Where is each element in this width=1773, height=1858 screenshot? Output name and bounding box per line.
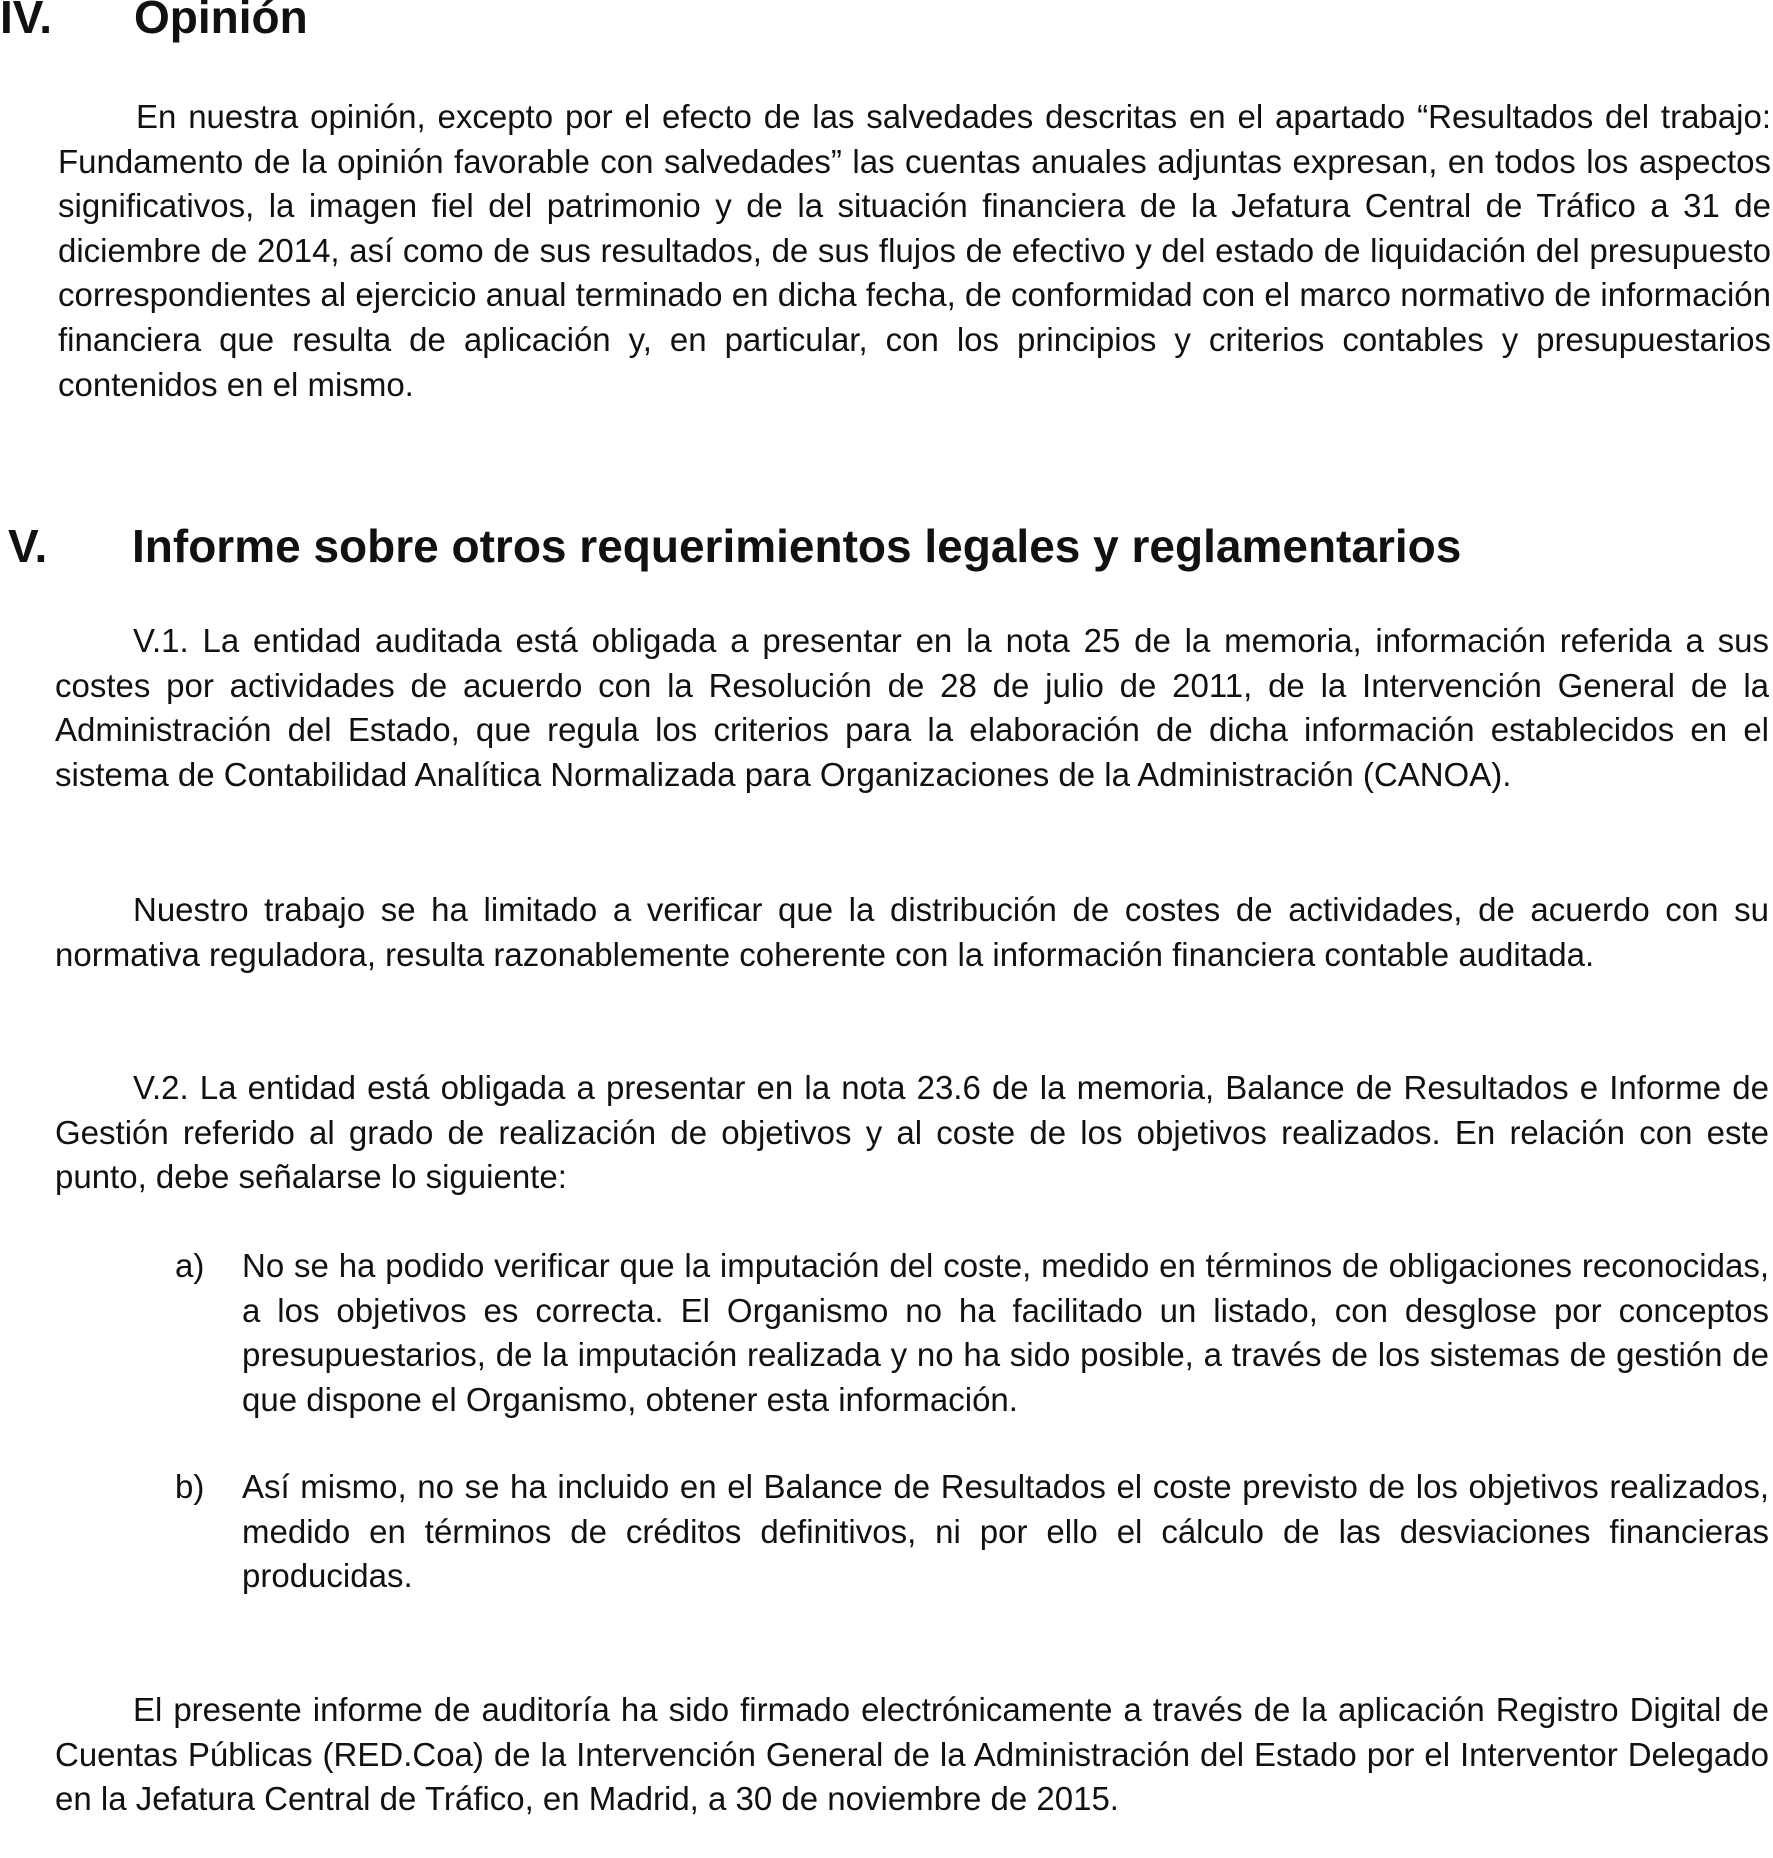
v1-work-paragraph: Nuestro trabajo se ha limitado a verificar que la distribución de costes de actividades, de acuerdo con su normativa reguladora, resulta razonablemente coherente con la información financiera contable auditada. (55, 891, 1769, 973)
section-title: Informe sobre otros requerimientos legales y reglamentarios (132, 520, 1462, 572)
v2-paragraph: V.2. La entidad está obligada a presentar en la nota 23.6 de la memoria, Balance de Resultados e Informe de Gestión referido al grado de realización de objetivos y al coste de los objetivos realizados. En relación con este punto, debe señalarse lo siguiente: (55, 1069, 1769, 1196)
opinion-paragraph: En nuestra opinión, excepto por el efecto de las salvedades descritas en el apartado “Resultados del trabajo: Fundamento de la opinión favorable con salvedades” las cuentas anuales adjuntas expresan, en todos los aspectos significativos, la imagen fiel del patrimonio y de la situación financiera de la Jefatura Central de Tráfico a 31 de diciembre de 2014, así como de sus resultados, de sus flujos de efectivo y del estado de liquidación del presupuesto correspondientes al ejercicio anual terminado en dicha fecha, de conformidad con el marco normativo de información financiera que resulta de aplicación y, en particular, con los principios y criterios contables y presupuestarios contenidos en el mismo. (58, 98, 1771, 403)
section-number: IV. (0, 0, 53, 43)
closing-paragraph: El presente informe de auditoría ha sido firmado electrónicamente a través de la aplicación Registro Digital de Cuentas Públicas (RED.Coa) de la Intervención General de la Administración del Estado por el Interventor Delegado en la Jefatura Central de Tráfico, en Madrid, a 30 de noviembre de 2015. (55, 1691, 1769, 1818)
list-marker: b) (175, 1468, 205, 1505)
list-item-b (175, 1465, 1769, 1599)
section-title: Opinión (134, 0, 308, 43)
list-item-text: Así mismo, no se ha incluido en el Balance de Resultados el coste previsto de los objetivos realizados, medido en términos de créditos definitivos, ni por ello el cálculo de las desviaciones financieras producidas. (242, 1468, 1769, 1595)
list-item-text: No se ha podido verificar que la imputación del coste, medido en términos de obligaciones reconocidas, a los objetivos es correcta. El Organismo no ha facilitado un listado, con desglose por conceptos presupuestarios, de la imputación realizada y no ha sido posible, a través de los sistemas de gestión de que dispone el Organismo, obtener esta información. (242, 1247, 1769, 1418)
section-heading-opinion (0, 0, 308, 43)
v1-paragraph: V.1. La entidad auditada está obligada a presentar en la nota 25 de la memoria, información referida a sus costes por actividades de acuerdo con la Resolución de 28 de julio de 2011, de la Intervención General de la Administración del Estado, que regula los criterios para la elaboración de dicha información establecidos en el sistema de Contabilidad Analítica Normalizada para Organizaciones de la Administración (CANOA). (55, 622, 1769, 793)
section-heading-other-requirements (8, 520, 1462, 572)
list-marker: a) (175, 1247, 205, 1284)
section-number: V. (8, 520, 48, 572)
list-item-a (175, 1244, 1769, 1422)
